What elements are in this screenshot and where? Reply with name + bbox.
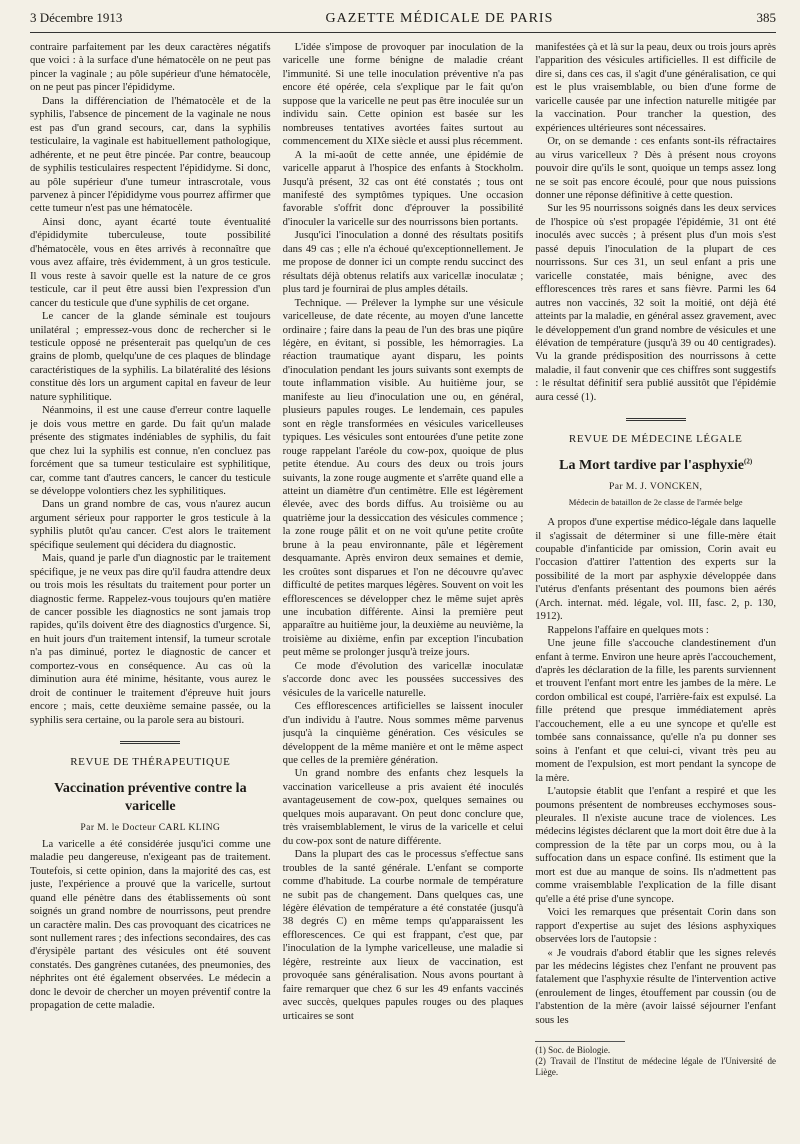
- article-title: Vaccination préventive contre la varicelle: [54, 781, 247, 814]
- paragraph: Mais, quand je parle d'un diagnostic par le traitement spécifique, je ne veux pas dire qu'il faudra attendre deux ou trois mois les résultats du traitement pour porter un diagnostic ferme. Rappelez-vous toujours qu'en matière de cancer possible les diagnostics ne sont jamais trop rapides, qu'ils doivent être des diagnostics d'urgence. Si, en huit jours d'un traitement intensif, la tumeur scrotale n'a pas diminué, portez le diagnostic de cancer et comportez-vous en conséquence. Au cas où la diminution aura été minime, hésitante, vous aurez le droit de continuer le traitement d'épreuve huit jours encore ; mais, cette deuxième semaine passée, ou la syphilis sera certaine, ou la parole sera au bistouri.: [30, 553, 271, 726]
- paragraph: Jusqu'ici l'inoculation a donné des résultats positifs dans 49 cas ; elle n'a échoué qu'exceptionnellement. Je me propose de donner ici un compte rendu succinct des résultats déjà obtenus relatifs aux varicellæ inoculatæ ; plus tard je fournirai de plus amples détails.: [282, 230, 524, 296]
- paragraph: « Je voudrais d'abord établir que les signes relevés par les médecins légistes chez l'enfant ne prouvent pas fatalement que l'asphyxie résulte de l'intervention active (enroulement de linges, étouffement par coussin (ou de l'abstention de la mère (avoir laissé séjourner l'enfant sous les: [535, 947, 777, 1026]
- paragraph: A la mi-août de cette année, une épidémie de varicelle apparut à l'hospice des enfants à Stockholm. Jusqu'à présent, 32 cas ont été constatés ; tous ont manifesté des symptômes typiques. Une occasion favorable s'offrit donc d'éprouver la possibilité d'inoculer la varicelle sur des nourrissons bien portants.: [282, 149, 524, 228]
- paragraph: Rappelons l'affaire en quelques mots :: [547, 624, 709, 636]
- column-3: [535, 41, 776, 1135]
- article-title: [535, 457, 776, 475]
- paragraph: Le cancer de la glande séminale est toujours unilatéral ; empressez-vous donc de rechercher si le testicule opposé ne présenterait pas quelqu'un de ces grains de plomb, quelqu'une de ces plaques de blindage caractéristiques de la syphilis. La bilatéralité des lésions constitue dès lors un argument capital en faveur de leur nature syphilitique.: [30, 311, 271, 403]
- article-byline: Par M. J. VONCKEN,: [608, 480, 703, 492]
- column-1: [30, 41, 271, 1135]
- section-divider: [626, 418, 686, 421]
- header-date: 3 Décembre 1913: [30, 10, 123, 25]
- paragraph: contraire parfaitement par les deux caractères négatifs que voici : à la surface d'une hématocèle on ne peut pas pincer la vaginale ; au pôle supérieur d'une hématocèle, on ne peut pas pincer l'épididyme.: [30, 42, 271, 94]
- author-affiliation: Médecin de bataillon de 2e classe de l'armée belge: [568, 497, 743, 508]
- paragraph: Dans un grand nombre de cas, vous n'aurez aucun argument sérieux pour rapporter le gros testicule à la syphilis plutôt qu'au cancer. C'est alors le traitement spécifique seulement qui décidera du diagnostic.: [30, 499, 271, 551]
- footnote-ref: (2): [744, 457, 753, 466]
- paragraph: Sur les 95 nourrissons soignés dans les deux services de l'hospice où s'est propagée l'épidémie, 31 ont été inoculés avec succès ; à présent plus d'un mois s'est passé depuis l'inoculation de la plupart de ces nourrissons. Sur ces 31, un seul enfant a pris une varicelle constatée, mais bénigne, avec des efflorescences très rares et sans fièvre. Parmi les 64 autres non vaccinés, 32 soit la moitié, ont déjà été atteints par la maladie, en général assez gravement, avec le développement d'un grand nombre de vésicules et une élévation de température (jusqu'à 39 ou 40 centigrades). Vu la grande prédisposition des nourrissons à cette maladie, il faut convenir que ces chiffres sont suggestifs : le résultat définitif sera publié aussitôt que l'épidémie aura cessé (1).: [535, 203, 777, 403]
- paragraph: Ce mode d'évolution des varicellæ inoculatæ s'accorde donc avec les poussées successives des vésicules de la varicelle naturelle.: [282, 660, 524, 699]
- paragraph: Or, on se demande : ces enfants sont-ils réfractaires au virus varicelleux ? Dès à présent nous croyons pouvoir dire qu'ils le sont, quoique un temps assez long ne se soit pas encore écoulé, pour que nous puissions donner une réponse définitive à cette question.: [535, 136, 777, 201]
- section-heading: REVUE DE MÉDECINE LÉGALE: [568, 433, 743, 446]
- footnote: (2) Travail de l'Institut de médecine légale de l'Université de Liège.: [535, 1056, 777, 1077]
- journal-title: GAZETTE MÉDICALE DE PARIS: [325, 11, 554, 26]
- paragraph: L'idée s'impose de provoquer par inoculation de la varicelle une forme bénigne de maladie créant l'immunité. Si une telle inoculation préventive n'a pas encore été opérée, cela s'explique par le fait qu'on suppose que la varicelle ne peut pas être inoculée sur un individu sain. Cette opinion est basée sur les nombreuses tentatives avortées faites surtout au commencement du XIXe siècle et aussi plus récemment.: [282, 42, 524, 148]
- paragraph: Voici les remarques que présentait Corin dans son rapport d'expertise au sujet des lésions asphyxiques observées lors de l'autopsie :: [535, 907, 777, 946]
- paragraph: Ces efflorescences artificielles se laissent inoculer d'un individu à l'autre. Nous sommes même parvenus jusqu'à la cinquième génération. Ces vésicules se développent de la même manière et ont le même aspect que celles de la première génération.: [282, 701, 524, 767]
- paragraph: La varicelle a été considérée jusqu'ici comme une maladie peu dangereuse, n'exigeant pas de traitement. Toutefois, si cette opinion, dans la majorité des cas, est juste, l'expérience a prouvé que la varicelle, surtout quand elle pénètre dans des établissements où sont soignés un grand nombre de nourrissons, peut prendre un caractère malin. Des cas provoquant des cicatrices ne sont nullement rares ; des infections secondaires, des cas d'érysipèle partant des vésicules ont été souvent constatés. Des gangrènes cutanées, des pneumonies, des néphrites ont été également observées. Le médecin a donc le devoir de chercher un moyen préventif contre la propagation de cette maladie.: [30, 838, 271, 1012]
- article-title-text: La Mort tardive par l'asphyxie: [559, 458, 745, 474]
- section-divider: [120, 741, 180, 744]
- paragraph: Néanmoins, il est une cause d'erreur contre laquelle je dois vous mettre en garde. Du fait qu'un malade présente des stigmates indéniables de syphilis, du fait que chez lui la syphilis est connue, n'en concluez pas forcément que sa tumeur testiculaire est syphilitique, car, comme tant d'autres cancers, le cancer du testicule se développe volontiers chez les syphilitiques.: [30, 405, 271, 497]
- paragraph: Ainsi donc, ayant écarté toute éventualité d'épididymite tuberculeuse, toute possibilité d'hématocèle, vous en êtes arrivés à reconnaître que vous avez affaire, très évidemment, à un gros testicule. Il vous reste à savoir quelle est la nature de ce gros testicule, car il peut être aussi bien l'expression d'un cancer du testicule que d'une syphilis de cet organe.: [30, 216, 271, 309]
- paragraph: Dans la plupart des cas le processus s'effectue sans troubles de la santé générale. L'enfant se comporte comme d'habitude. La courbe normale de température ne subit pas de changement. Dans quelques cas, une légère élévation de température a été constatée (jusqu'à 38 degrés C) en même temps qu'apparaissent les efflorescences. Ce qui est frappant, c'est que, par l'inoculation de la lymphe varicelleuse, une maladie si légère, restreinte aux lieux de vaccination, est provoquée sans généralisation. Nous avons pourtant à faire remarquer que chez 6 sur les 49 enfants vaccinés avec succès, quelques papules rouges ou des plaques urticaires se sont: [282, 849, 524, 1022]
- article-byline: Par M. le Docteur CARL KLING: [80, 821, 221, 833]
- footnote-divider: [535, 1041, 625, 1042]
- paragraph: Un grand nombre des enfants chez lesquels la vaccination varicelleuse a pris avaient été inoculés avantageusement de cow-pox, quelques semaines ou quelques mois auparavant. On peut donc conclure que, très vraisemblablement, le virus de la varicelle et celui du cow-pox sont de nature différente.: [282, 768, 524, 847]
- column-2: [283, 41, 524, 1135]
- paragraph: Une jeune fille s'accouche clandestinement d'un enfant à terme. Environ une heure après l'accouchement, d'après les déclaration de la fille, les parents surviennent et trouvent l'enfant mort entre les jambes de la mère. Le cordon ombilical est coupé, l'arrière-faix est expulsé. La fille prétend que presque immédiatement après l'accouchement, elle a eu une syncope et qu'elle est tombée sans connaissance, qu'elle n'a pu donner ses soins à l'enfant et que celui-ci, vivant très peu au moment de l'expulsion, est mort pendant la syncope de la mère.: [535, 638, 777, 784]
- paragraph: A propos d'une expertise médico-légale dans laquelle il s'agissait de déterminer si une fille-mère était coupable d'infanticide par omission, Corin avait eu l'occasion d'attirer l'attention des experts sur la possibilité de la mort par asphyxie développée dans l'utérus d'enfants présentant des poumons bien aérés (Arch. internat. méd. légale, vol. III, fasc. 2, p. 130, 1912).: [535, 517, 777, 623]
- running-header: [30, 10, 776, 33]
- page-number: 385: [756, 10, 776, 25]
- paragraph: manifestées çà et là sur la peau, deux ou trois jours après l'apparition des vésicules artificielles. Il est difficile de dire si, dans ces cas, il s'agit d'une généralisation, ce qui est le plus vraisemblable, ou bien d'une forme de varicelle causée par une infection naturelle mitigée par la vaccination. Pour trancher la question, des expériences ultérieures sont nécessaires.: [535, 42, 777, 134]
- paragraph: Technique. — Prélever la lymphe sur une vésicule varicelleuse, de date récente, au moyen d'une lancette ordinaire ; faire dans la peau de l'un des bras une piqûre légère, en évitant, si possible, les hémorragies. La réaction traumatique ayant disparu, les points d'inoculation pendant les jours suivants sont exempts de toute inflammation visible. Au huitième jour, se manifeste au lieu d'inoculation une ou, en général, plusieurs papules rouges. Le lendemain, ces papules sont en règle transformées en vésicules varicelleuses typiques. Les vésicules sont entourées d'une petite zone rouge rappelant l'aréole du cow-pox, quoique de plus petite étendue. Au cours des deux ou trois jours suivants, la zone rouge augmente et s'arrête quand elle a atteint un diamètre d'un centimètre. Elle est légèrement élevée, avec des bords diffus. Au troisième ou au quatrième jour la dessiccation des vésicules commence ; la zone rouge pâlit et on ne voit qu'une petite croûte brune à la peau environnante, pâle et légèrement desquamante. Après environ deux semaines et demie, les croûtes sont disparues et l'on ne découvre qu'avec difficulté de petites marques légères. Souvent on voit les efflorescences se développer chez le même sujet après une incubation différente. Ainsi la première peut apparaître au huitième jour, la deuxième au neuvième, la troisième au dixième, enfin par exception l'incubation peut même se prolonger jusqu'à treize jours.: [282, 297, 524, 659]
- section-heading: REVUE DE THÉRAPEUTIQUE: [70, 756, 231, 769]
- paragraph: Dans la différenciation de l'hématocèle et de la syphilis, l'absence de pincement de la vaginale ne nous est pas d'un grand secours, car, dans la syphilis testiculaire, la vaginale est habituellement pathologique, adhérente, et ne peut être pincée. Par contre, beaucoup de syphilis testiculaires respectent l'épididyme. Si donc, au pôle supérieur d'une tumeur intrascrotale, vous parvenez à pincer l'épididyme vous pourrez affirmer que cette tumeur n'est pas une hématocèle.: [30, 95, 271, 215]
- paragraph: L'autopsie établit que l'enfant a respiré et que les poumons présentent de nombreuses ecchymoses sous-pleurales. Il n'existe aucune trace de violences. Les médecins légistes déclarent que la mort doit être due à la compression de la tête par un corps mou, ou à la suffocation dans un espace confiné. Ils estiment que la mort est due au manque de soins. Ils n'admettent pas comme vraisemblable l'explication de la fille disant qu'elle a été prise d'une syncope.: [535, 786, 777, 905]
- footnote: (1) Soc. de Biologie.: [535, 1045, 611, 1056]
